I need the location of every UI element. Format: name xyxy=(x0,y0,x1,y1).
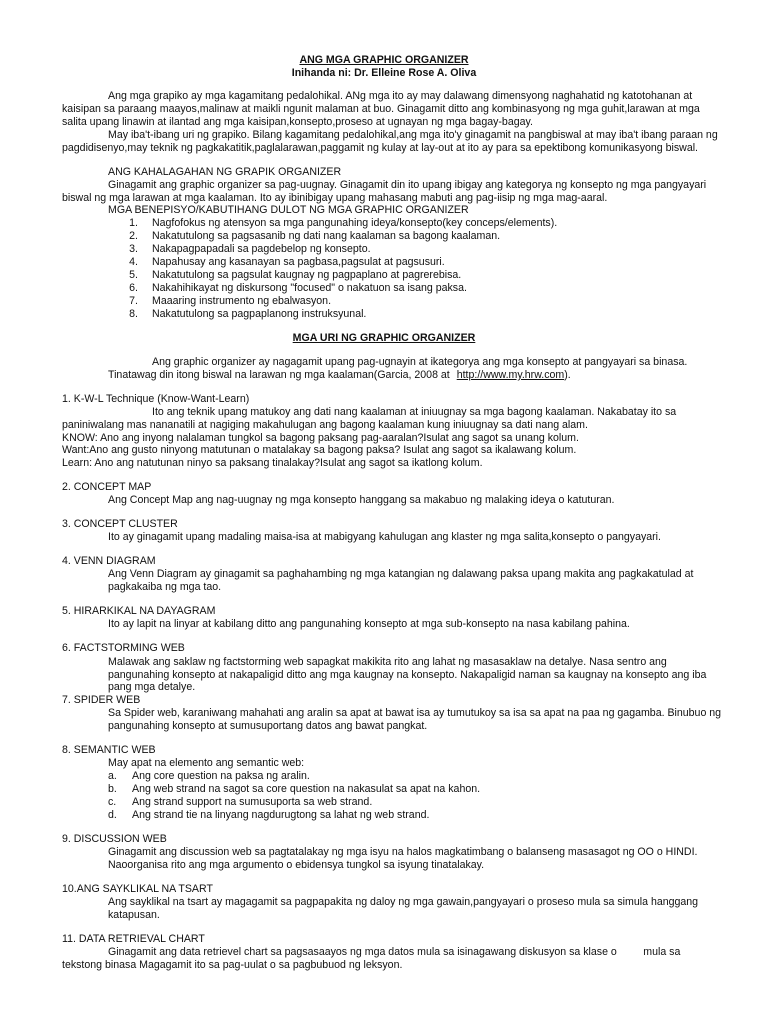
list-item: Ang strand tie na linyang nagdurugtong sa lahat ng web strand. xyxy=(132,809,430,821)
body-text: Tinatawag din itong biswal na larawan ng mga kaalaman(Garcia, 2008 at xyxy=(108,369,450,381)
list-letter: b. xyxy=(108,783,117,795)
section-heading: 8. SEMANTIC WEB xyxy=(62,744,156,756)
body-line: Ang Concept Map ang nag-uugnay ng mga konsepto hanggang sa makabuo ng malaking ideya o katuturan. xyxy=(108,494,615,506)
section-heading: 1. K-W-L Technique (Know-Want-Learn) xyxy=(62,393,250,405)
body-line: paniniwalang mas nananatili at nagiging makahulugan ang bagong kaalaman kung iniuugnay sa dati nang alam. xyxy=(62,419,588,431)
list-number: 3. xyxy=(129,243,138,255)
list-number: 8. xyxy=(129,308,138,320)
body-line: Ito ay lapit na linyar at kabilang ditto ang pangunahing konsepto at mga sub-konsepto na nasa kabilang pahina. xyxy=(108,618,630,630)
body-line: Ito ang teknik upang matukoy ang dati nang kaalaman at iniuugnay sa mga bagong kaalaman. Nakabatay ito sa xyxy=(152,406,677,418)
section-heading: 10.ANG SAYKLIKAL NA TSART xyxy=(62,883,213,895)
body-line: Ang sayklikal na tsart ay magagamit sa pagpapakita ng daloy ng mga gawain,pangyayari o proseso mula sa simula hanggang xyxy=(108,896,699,908)
list-number: 4. xyxy=(129,256,138,268)
body-line: pangunahing konsepto at sumusuportang datos ang bawat pangkat. xyxy=(108,720,428,732)
section-heading: 3. CONCEPT CLUSTER xyxy=(62,518,178,530)
list-item: Maaaring instrumento ng ebalwasyon. xyxy=(152,295,332,307)
intro-line: May iba't-ibang uri ng grapiko. Bilang kagamitang pedalohikal,ang mga ito'y ginagamit na pangbiswal at may iba't ibang paraan ng xyxy=(108,129,718,141)
section-heading: 9. DISCUSSION WEB xyxy=(62,833,167,845)
body-line: Malawak ang saklaw ng factstorming web sapagkat makikita rito ang lahat ng masasaklaw na detalye. Nasa sentro ang xyxy=(108,656,667,668)
body-line: Ginagamit ang discussion web sa pagtatalakay ng mga isyu na halos magkatimbang o balanseng masasagot ng OO o HINDI. xyxy=(108,846,698,858)
list-item: Nakatutulong sa pagsasanib ng dati nang kaalaman sa bagong kaalaman. xyxy=(152,230,501,242)
intro-line: pagdidisenyo,may teknik ng pagkakatitik,paglalarawan,paggamit ng kulay at lay-out at ito ay para sa epektibong komunikasyong biswal. xyxy=(62,142,699,154)
body-line: Ginagamit ang data retrievel chart sa pagsasaayos ng mga datos mula sa isinagawang diskusyon sa klase o mula sa xyxy=(108,946,681,958)
section-heading: 7. SPIDER WEB xyxy=(62,694,141,706)
list-item: Nakahihikayat ng diskursong "focused" o nakatuon sa isang paksa. xyxy=(152,282,467,294)
section-heading: ANG KAHALAGAHAN NG GRAPIK ORGANIZER xyxy=(108,166,342,178)
body-line: Ang Venn Diagram ay ginagamit sa paghahambing ng mga katangian ng dalawang paksa upang makita ang pagkakatulad at xyxy=(108,568,694,580)
body-line: tekstong binasa Magagamit ito sa pag-uulat o sa pagbubuod ng leksyon. xyxy=(62,959,403,971)
intro-line: Ang mga grapiko ay mga kagamitang pedalohikal. ANg mga ito ay may dalawang dimensyong naghahatid ng katotohanan at xyxy=(108,90,693,102)
list-item: Nagfofokus ng atensyon sa mga pangunahing ideya/konsepto(key conceps/elements). xyxy=(152,217,558,229)
list-letter: c. xyxy=(108,796,117,808)
section-heading: 4. VENN DIAGRAM xyxy=(62,555,156,567)
section-heading: 6. FACTSTORMING WEB xyxy=(62,642,185,654)
list-number: 6. xyxy=(129,282,138,294)
body-text: ). xyxy=(564,369,571,381)
list-item: Nakapagpapadali sa pagdebelop ng konsepto. xyxy=(152,243,371,255)
body-line: pang mga detalye. xyxy=(108,681,196,693)
section-heading: 5. HIRARKIKAL NA DAYAGRAM xyxy=(62,605,216,617)
body-line: Ang graphic organizer ay nagagamit upang pag-ugnayin at ikategorya ang mga konsepto at pangyayari sa binasa. xyxy=(152,356,688,368)
body-line: Naoorganisa rito ang mga argumento o ebidensya tungkol sa isyung tinatalakay. xyxy=(108,859,485,871)
list-number: 1. xyxy=(129,217,138,229)
section-title: MGA URI NG GRAPHIC ORGANIZER xyxy=(292,332,476,344)
source-link[interactable]: http://www.my.hrw.com xyxy=(456,369,565,381)
body-line: May apat na elemento ang semantic web: xyxy=(108,757,305,769)
list-item: Ang web strand na sagot sa core question na nakasulat sa apat na kahon. xyxy=(132,783,481,795)
list-number: 5. xyxy=(129,269,138,281)
list-number: 2. xyxy=(129,230,138,242)
document-title: ANG MGA GRAPHIC ORGANIZER xyxy=(299,54,469,66)
list-letter: a. xyxy=(108,770,117,782)
body-line: biswal ng mga larawan at mga kaalaman. Ito ay ibinibigay upang mahasang mabuti ang pag-iisip ng mga mag-aaral. xyxy=(62,192,608,204)
body-line: katapusan. xyxy=(108,909,160,921)
body-line: pangunahing konsepto at nakapaligid ditto ang mga kaugnay na konsepto. Nakapaligid naman sa kaugnay na konsepto ang iba xyxy=(108,669,707,681)
intro-line: salita upang linawin at ilantad ang mga kaisipan,konsepto,proseso at ugnayan ng mga bagay-bagay. xyxy=(62,116,533,128)
body-line: Ito ay ginagamit upang madaling maisa-isa at mabigyang kahulugan ang klaster ng mga salita,konsepto o pangyayari. xyxy=(108,531,661,543)
list-item: Nakatutulong sa pagpaplanong instruksyunal. xyxy=(152,308,367,320)
list-letter: d. xyxy=(108,809,117,821)
body-line: Want:Ano ang gusto ninyong matutunan o matalakay sa bagong paksa? Isulat ang sagot sa ikalawang kolum. xyxy=(62,444,577,456)
intro-line: kaisipan sa paraang maayos,malinaw at maikli ngunit malaman at buo. Ginagamit ditto ang kombinasyong ng mga guhit,larawan at mga xyxy=(62,103,700,115)
body-line: KNOW: Ano ang inyong nalalaman tungkol sa bagong paksang pag-aaralan?Isulat ang sagot sa unang kolum. xyxy=(62,432,579,444)
list-item: Ang core question na paksa ng aralin. xyxy=(132,770,310,782)
section-heading: 2. CONCEPT MAP xyxy=(62,481,152,493)
body-line: pagkakaiba ng mga tao. xyxy=(108,581,222,593)
list-item: Napahusay ang kasanayan sa pagbasa,pagsulat at pagsusuri. xyxy=(152,256,445,268)
document-author: Inihanda ni: Dr. Elleine Rose A. Oliva xyxy=(291,67,477,79)
body-line: Ginagamit ang graphic organizer sa pag-uugnay. Ginagamit din ito upang ibigay ang kategorya ng konsepto ng mga pangyayari xyxy=(108,179,707,191)
body-line: Sa Spider web, karaniwang mahahati ang aralin sa apat at bawat isa ay tumutukoy sa isa sa apat na paa ng gagamba. Binubuo ng xyxy=(108,707,722,719)
list-number: 7. xyxy=(129,295,138,307)
body-line xyxy=(108,369,571,382)
section-heading: MGA BENEPISYO/KABUTIHANG DULOT NG MGA GRAPHIC ORGANIZER xyxy=(108,204,469,216)
body-line: Learn: Ano ang natutunan ninyo sa paksang tinalakay?Isulat ang sagot sa ikatlong kolum. xyxy=(62,457,483,469)
list-item: Nakatutulong sa pagsulat kaugnay ng pagpaplano at pagrerebisa. xyxy=(152,269,462,281)
section-heading: 11. DATA RETRIEVAL CHART xyxy=(62,933,205,945)
list-item: Ang strand support na sumusuporta sa web strand. xyxy=(132,796,373,808)
